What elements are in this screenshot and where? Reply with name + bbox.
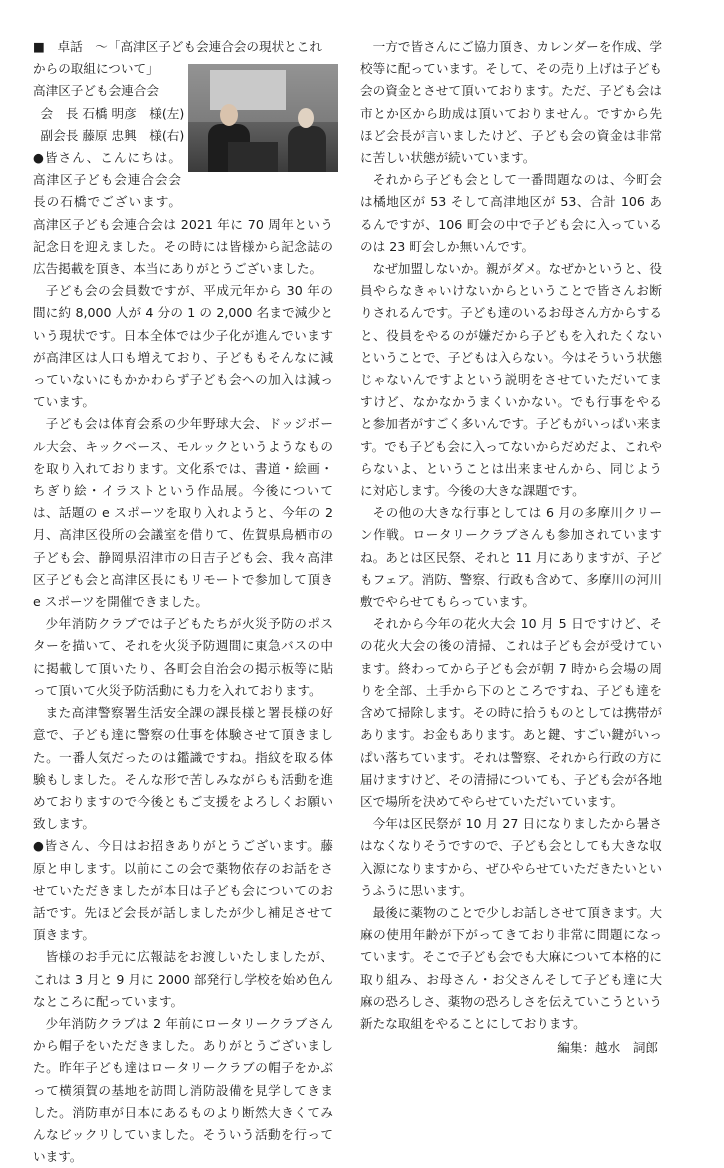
left-column bbox=[33, 36, 333, 1168]
paragraph: 子ども会は体育会系の少年野球大会、ドッジボール大会、キックベース、モルックというようなものを取り入れております。文化系では、書道・絵画・ちぎり絵・イラストという作品展。今後については、話題の e スポーツを取り入れようと、今年の 2 月、高津区役所の会議室を借りて、佐賀県鳥栖市の子ども会、静岡県沼津市の日吉子ども会、我々高津区子ども会と高津区長にもリモートで参加して頂き e スポーツを開催できました。 bbox=[33, 416, 333, 610]
paragraph: ●皆さん、こんにちは。高津区子ども会連合会会長の石橋でございます。高津区子ども会連合会は 2021 年に 70 周年という記念日を迎えました。その時には皆様から記念誌の広告掲載を頂き、本当にありがとうございました。 bbox=[33, 150, 333, 277]
editor-signature: 編集：越水 詞郎 bbox=[557, 1040, 658, 1056]
speaker-vice-president: 副会長 藤原 忠興 様(右) bbox=[40, 127, 185, 143]
paragraph: 少年消防クラブは 2 年前にロータリークラブさんから帽子をいただきました。ありがとうございました。昨年子ども達はロータリークラブの帽子をかぶって横須賀の基地を訪問し消防設備を見学してきました。消防車が日本にあるものより断然大きくてみんなビックリしていました。そういう活動を行っています。 bbox=[33, 1015, 333, 1165]
paragraph: 今年は区民祭が 10 月 27 日になりましたから暑さはなくなりそうですので、子ども会としても大きな収入源になりますから、ぜひやらせていただきたいというふうに思います。 bbox=[360, 816, 662, 898]
paragraph: それから子ども会として一番問題なのは、今町会は橘地区が 53 そして高津地区が 53、合計 106 あるんですが、106 町会の中で子ども会に入っているのは 23 町会しか無いんです。 bbox=[360, 172, 662, 254]
paragraph: それから今年の花火大会 10 月 5 日ですけど、その花火大会の後の清掃、これは子ども会が受けています。終わってから子ども会が朝 7 時から会場の周りを全部、土手から下のところですね、子ども達を含めて掃除します。その時に拾うものとしては携帯があります。お金もあります。あと鍵、すごい鍵がいっぱい落ちています。それは警察、それから行政の方に届けますけど、その清掃についても、子ども会が各地区で場所を決めてやらせていただいています。 bbox=[360, 616, 662, 809]
paragraph: ●皆さん、今日はお招きありがとうございます。藤原と申します。以前にこの会で薬物依存のお話をさせていただきましたが本日は子ども会についてのお話です。先ほど会長が話しましたが少し補足させて頂きます。 bbox=[33, 838, 333, 943]
podium bbox=[228, 142, 278, 172]
speaker-president: 会 長 石橋 明彦 様(左) bbox=[40, 105, 185, 121]
paragraph: また高津警察署生活安全課の課長様と署長様の好意で、子ども達に警察の仕事を体験させて頂きました。一番人気だったのは鑑識ですね。指紋を取る体験もしました。そんな形で苦しみながらも活動を進めておりますので今後ともご支援をよろしくお願い致します。 bbox=[33, 705, 333, 832]
talk-header bbox=[33, 36, 333, 147]
speaker-organization: 高津区子ども会連合会 bbox=[33, 83, 159, 99]
paragraph: 最後に薬物のことで少しお話しさせて頂きます。大麻の使用年齢が下がってきており非常に問題になっています。そこで子ども会でも大麻について本格的に取り組み、お母さん・お父さんそして子ども達に大麻の恐ろしさ、薬物の恐ろしさを伝えていこうという新たな取組をやることにしております。 bbox=[360, 904, 662, 1031]
right-column bbox=[360, 36, 662, 1059]
talk-title-line-1: ■ 卓話 〜「高津区子ども会連合会の現状とこれ bbox=[33, 39, 322, 54]
paragraph: その他の大きな行事としては 6 月の多摩川クリーン作戦。ロータリークラブさんも参加されていますね。あとは区民祭、それと 11 月にありますが、子どもフェア。消防、警察、行政も含めて、多摩川の河川敷でやらせてもらっています。 bbox=[360, 505, 662, 610]
paragraph: 子ども会の会員数ですが、平成元年から 30 年の間に約 8,000 人が 4 分の 1 の 2,000 名まで減少という現状です。日本全体では少子化が進んでいますが高津区は人口も増えており、子どももそんなに減っていないにもかかわらず子ども会への加入は減っています。 bbox=[33, 283, 333, 410]
paragraph: 皆様のお手元に広報誌をお渡しいたしましたが、これは 3 月と 9 月に 2000 部発行し学校を始め色んなところに配っています。 bbox=[33, 949, 333, 1009]
speaker-right-figure bbox=[288, 126, 326, 172]
paragraph: 一方で皆さんにご協力頂き、カレンダーを作成、学校等に配っています。そして、その売り上げは子ども会の資金とさせて頂いております。ただ、子ども会は市とか区から助成は頂いておりません。ですから先ほど会長が言いましたけど、子ども会の資金は非常に苦しい状態が続いています。 bbox=[360, 39, 662, 166]
paragraph: なぜ加盟しないか。親がダメ。なぜかというと、役員やらなきゃいけないからということで皆さんお断りされるんです。子ども達のいるお母さん方からすると、役員をやるのが嫌だから子どもを入れたくないということで、子どもは入らない。今はそういう状態じゃないんですよという説明をさせていただいてますけど、なかなかうまくいかない。でも行事をやると参加者がすごく多いんです。子どもがいっぱい来ます。でも子ども会に入ってないからだめだよ、これやらないよ、ということは出来ませんから、同じように対応します。今後の大きな課題です。 bbox=[360, 261, 662, 499]
projection-screen bbox=[210, 70, 286, 110]
paragraph: 少年消防クラブでは子どもたちが火災予防のポスターを描いて、それを火災予防週間に東急バスの中に掲載して頂いたり、各町会自治会の掲示板等に貼って頂いて火災予防活動にも力を入れております。 bbox=[33, 616, 333, 698]
speakers-photo bbox=[188, 64, 338, 172]
talk-title-line-2: からの取組について」 bbox=[33, 61, 159, 77]
